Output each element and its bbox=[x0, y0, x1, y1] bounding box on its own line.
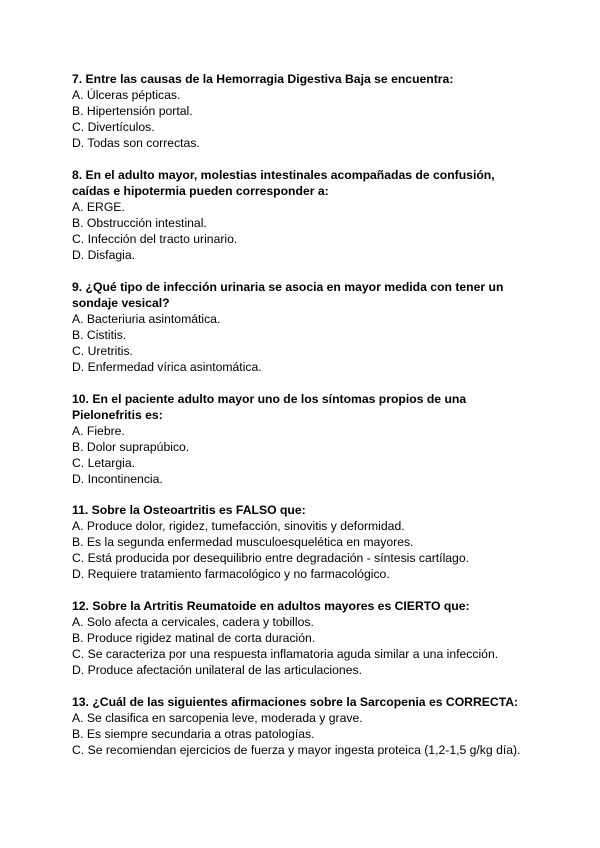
option-c: C. Se recomiendan ejercicios de fuerza y mayor ingesta proteica (1,2-1,5 g/kg día). bbox=[72, 743, 521, 757]
option-b: B. Hipertensión portal. bbox=[72, 104, 193, 118]
option-d: D. Todas son correctas. bbox=[72, 136, 200, 150]
option-a: A. ERGE. bbox=[72, 200, 125, 214]
option-d: D. Disfagia. bbox=[72, 248, 135, 262]
option-d: D. Produce afectación unilateral de las articulaciones. bbox=[72, 663, 362, 677]
option-a: A. Solo afecta a cervicales, cadera y tobillos. bbox=[72, 615, 314, 629]
question-title: 8. En el adulto mayor, molestias intestinales acompañadas de confusión, caídas e hipotermia pueden corresponder a: bbox=[72, 168, 495, 198]
option-c: C. Letargia. bbox=[72, 456, 136, 470]
question-10 bbox=[72, 391, 532, 487]
option-b: B. Produce rigidez matinal de corta duración. bbox=[72, 631, 316, 645]
option-c: C. Está producida por desequilibrio entre degradación - síntesis cartílago. bbox=[72, 551, 469, 565]
option-c: C. Divertículos. bbox=[72, 120, 155, 134]
question-title: 11. Sobre la Osteoartritis es FALSO que: bbox=[72, 503, 306, 517]
option-a: A. Bacteriuria asintomática. bbox=[72, 312, 221, 326]
option-b: B. Cistitis. bbox=[72, 328, 127, 342]
option-d: D. Incontinencia. bbox=[72, 472, 163, 486]
option-b: B. Obstrucción intestinal. bbox=[72, 216, 207, 230]
option-a: A. Produce dolor, rigidez, tumefacción, sinovitis y deformidad. bbox=[72, 519, 405, 533]
option-b: B. Es la segunda enfermedad musculoesquelética en mayores. bbox=[72, 535, 414, 549]
question-13 bbox=[72, 694, 532, 758]
question-11 bbox=[72, 502, 532, 582]
question-title: 9. ¿Qué tipo de infección urinaria se asocia en mayor medida con tener un sondaje vesical? bbox=[72, 280, 504, 310]
question-12 bbox=[72, 598, 532, 678]
question-7 bbox=[72, 71, 532, 151]
question-title: 7. Entre las causas de la Hemorragia Digestiva Baja se encuentra: bbox=[72, 72, 454, 86]
option-a: A. Úlceras pépticas. bbox=[72, 88, 181, 102]
option-a: A. Fiebre. bbox=[72, 424, 125, 438]
question-title: 12. Sobre la Artritis Reumatoide en adultos mayores es CIERTO que: bbox=[72, 599, 470, 613]
option-c: C. Infección del tracto urinario. bbox=[72, 232, 238, 246]
question-title: 13. ¿Cuál de las siguientes afirmaciones sobre la Sarcopenia es CORRECTA: bbox=[72, 695, 519, 709]
option-a: A. Se clasifica en sarcopenia leve, moderada y grave. bbox=[72, 711, 363, 725]
question-9 bbox=[72, 279, 532, 375]
option-b: B. Dolor suprapúbico. bbox=[72, 440, 190, 454]
option-d: D. Enfermedad vírica asintomática. bbox=[72, 360, 262, 374]
question-title: 10. En el paciente adulto mayor uno de los síntomas propios de una Pielonefritis es: bbox=[72, 392, 467, 422]
option-c: C. Se caracteriza por una respuesta inflamatoria aguda similar a una infección. bbox=[72, 647, 499, 661]
option-d: D. Requiere tratamiento farmacológico y no farmacológico. bbox=[72, 567, 390, 581]
question-8 bbox=[72, 167, 532, 263]
option-c: C. Uretritis. bbox=[72, 344, 133, 358]
option-b: B. Es siempre secundaria a otras patologías. bbox=[72, 727, 315, 741]
